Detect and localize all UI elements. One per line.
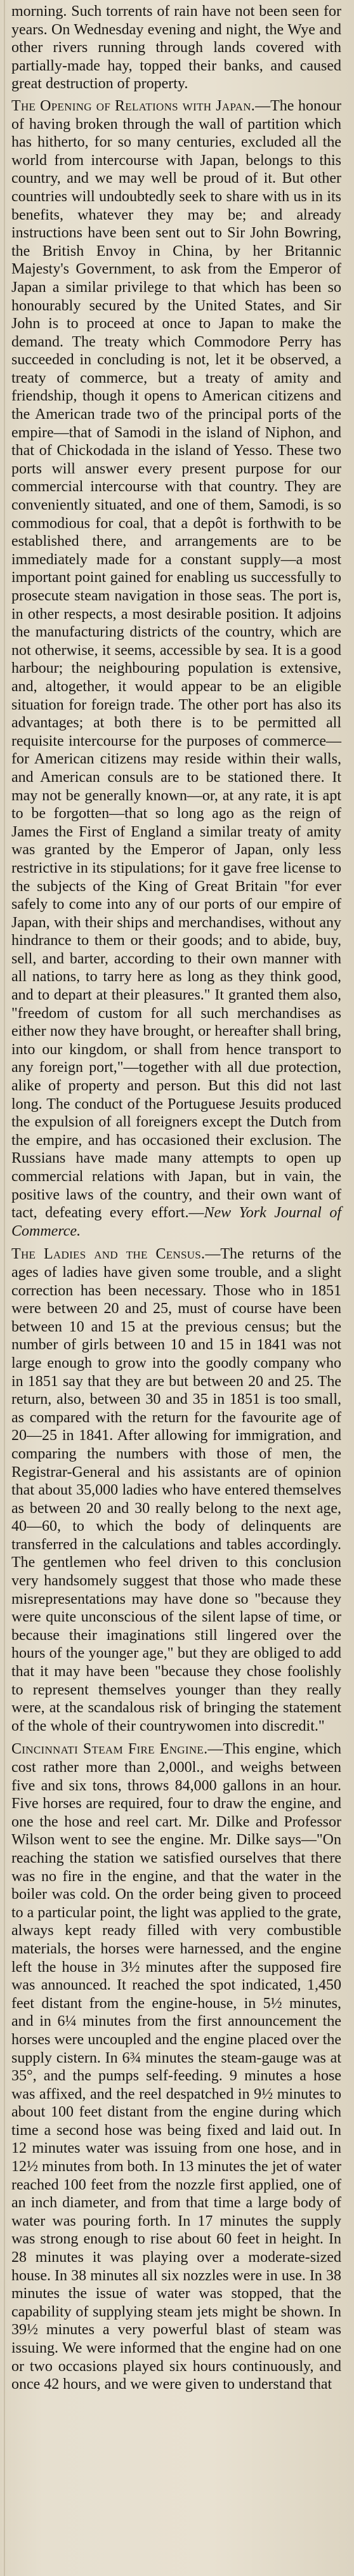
- article-body-text: —The returns of the ages of ladies have given some trouble, and a slight correction has been necessary. Those who in 1851 were between 20 and 25, must of course have been between 10 and 15 at the previous census; but the number of girls between 10 and 15 in 1841 was not large enough to grow into the goodly company who in 1851 say that they are but between 20 and 25. The return, also, between 30 and 35 in 1851 is too small, as compared with the return for the favourite age of 20—25 in 1841. After allowing for immigration, and comparing the numbers with those of men, the Registrar-General and his assistants are of opinion that about 35,000 ladies who have entered themselves as between 20 and 30 really belong to the next age, 40—60, to which the body of delinquents are transferred in the calculations and tables accordingly. The gentlemen who feel driven to this conclusion very handsomely suggest that those who made these misrepresentations may have done so "because they were quite unconscious of the silent lapse of time, or because their imaginations still lingered over the hours of the younger age," but they are obliged to add that it may have been "because they chose foolishly to represent themselves younger than they really were, at the scandalous risk of bringing the statement of the whole of their countrywomen into discredit.": [11, 1246, 341, 1734]
- article-body: [11, 97, 341, 1240]
- article-heading: The Ladies and the Census.: [11, 1246, 206, 1263]
- article-heading: Cincinnati Steam Fire Engine.: [11, 1741, 208, 1758]
- article-body: [11, 1740, 341, 2393]
- article-body: [11, 3, 341, 93]
- article-body-text: —This engine, which cost rather more than 2,000l., and weighs between five and six tons, throws 84,000 gallons in an hour. Five horses are required, four to draw the engine, and one the hose and reel cart. Mr. Dilke and Professor Wilson went to see the engine. Mr. Dilke says—"On reaching the station we satisfied ourselves that there was no fire in the engine, and that the water in the boiler was cold. On the order being given to proceed to a particular point, the light was applied to the grate, always kept ready filled with very combustible materials, the horses were harnessed, and the engine left the house in 3½ minutes after the supposed fire was announced. It reached the spot indicated, 1,450 feet distant from the engine-house, in 5½ minutes, and in 6¼ minutes from the first announcement the horses were uncoupled and the engine placed over the supply cistern. In 6¾ minutes the steam-gauge was at 35°, and the pumps self-feeding. 9 minutes a hose was affixed, and the reel despatched in 9½ minutes to about 100 feet distant from the engine during which time a second hose was being fixed and laid out. In 12 minutes water was issuing from one hose, and in 12½ minutes from both. In 13 minutes the jet of water reached 100 feet from the nozzle first applied, one of an inch diameter, and from that time a large body of water was pouring forth. In 17 minutes the supply was strong enough to rise about 60 feet in height. In 28 minutes it was playing over a moderate-sized house. In 38 minutes all six nozzles were in use. In 38 minutes the issue of water was stopped, that the capability of supplying steam jets might be shown. In 39½ minutes a very powerful blast of steam was issuing. We were informed that the engine had on one or two occasions played six hours continuously, and once 42 hours, and we were given to understand that: [11, 1741, 341, 2393]
- article-census: [11, 1245, 341, 1735]
- article-body: [11, 1245, 341, 1735]
- article-heading: The Opening of Relations with Japan.: [11, 97, 256, 114]
- article-fire-engine: [11, 1740, 341, 2393]
- article-rain: [11, 3, 341, 93]
- column-rule: [4, 0, 5, 2576]
- article-source: New York Journal of Commerce.: [11, 1205, 341, 1239]
- article-body-text: —The honour of having broken through the wall of partition which has hitherto, for so many centuries, excluded all the world from intercourse with Japan, belongs to this country, and we may well be proud of it. But other countries will undoubtedly seek to share with us in its benefits, whatever they may be; and already instructions have been sent out to Sir John Bowring, the British Envoy in China, by her Britannic Majesty's Government, to ask from the Emperor of Japan a similar privilege to that which has been so honourably secured by the United States, and Sir John is to proceed at once to Japan to make the demand. The treaty which Commodore Perry has succeeded in concluding is not, let it be observed, a treaty of commerce, but a treaty of amity and friendship, though it opens to American citizens and the American trade two of the principal ports of the empire—that of Samodi in the island of Niphon, and that of Chickodada in the island of Yesso. These two ports will answer every present purpose for our commercial intercourse with that country. They are conveniently situated, and one of them, Samodi, is so commodious for coal, that a depôt is forthwith to be established there, and arrangements are to be immediately made for a constant supply—a most important point gained for enabling us successfully to prosecute steam navigation in those seas. The port is, in other respects, a most desirable position. It adjoins the manufacturing districts of the country, which are not otherwise, it seems, accessible by sea. It is a good harbour; the neighbouring population is extensive, and, altogether, it would appear to be an eligible situation for foreign trade. The other port has also its advantages; at both there is to be permitted all requisite intercourse for the purposes of commerce—for American citizens may reside within their walls, and American consuls are to be stationed there. It may not be generally known—or, at any rate, it is apt to be forgotten—that so long ago as the reign of James the First of England a similar treaty of amity was granted by the Emperor of Japan, only less restrictive in its stipulations; for it gave free license to the subjects of the King of Great Britain "for ever safely to come into any of our ports of our empire of Japan, with their ships and merchandises, without any hindrance to them or their goods; and to abide, buy, sell, and barter, according to their own manner with all nations, to tarry here as long as they think good, and to depart at their pleasures." It granted them also, "freedom of custom for all such merchandises as either now they have brought, or hereafter shall bring, into our kingdom, or shall from hence transport to any foreign port,"—together with all due protection, alike of property and person. But this did not last long. The conduct of the Portuguese Jesuits produced the expulsion of all foreigners except the Dutch from the empire, and has occasioned their exclusion. The Russians have made many attempts to open up commercial relations with Japan, but in vain, the positive laws of the country, and their own want of tact, defeating every effort.—: [11, 97, 341, 1222]
- article-body-text: morning. Such torrents of rain have not been seen for years. On Wednesday evening and night, the Wye and other rivers running through lands covered with partially-made hay, topped their banks, and caused great destruction of property.: [11, 3, 341, 93]
- article-japan: [11, 97, 341, 1240]
